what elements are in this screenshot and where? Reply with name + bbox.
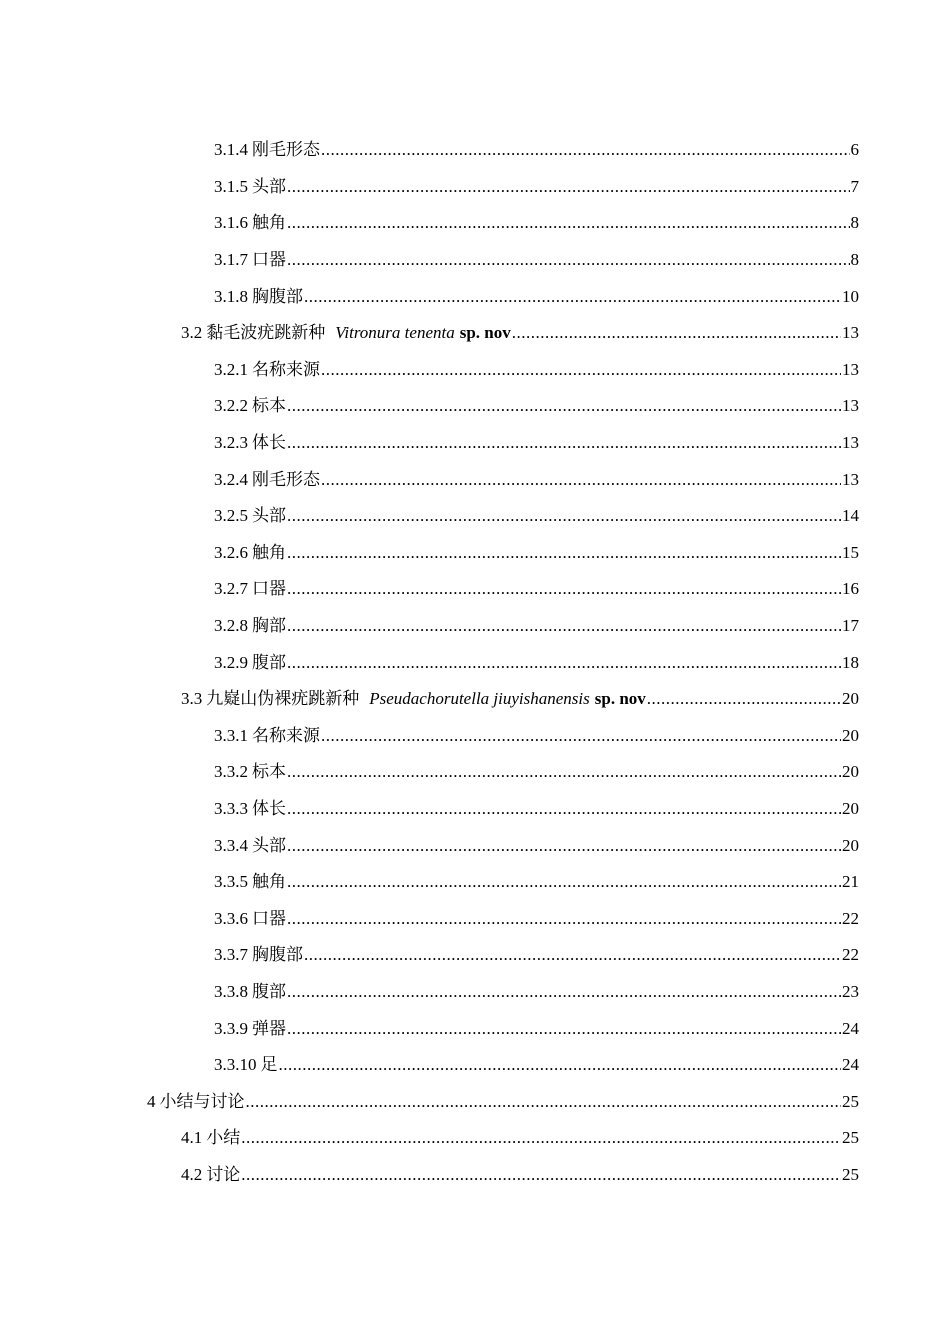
dot-leader — [287, 396, 841, 416]
toc-entry-page-number: 20 — [842, 798, 859, 818]
toc-entry[interactable] — [0, 388, 950, 425]
toc-entry[interactable] — [0, 900, 950, 937]
toc-entry-title: 刚毛形态 — [252, 469, 320, 489]
dot-leader — [321, 360, 841, 380]
dot-leader — [287, 250, 850, 270]
toc-entry[interactable] — [0, 1047, 950, 1084]
toc-entry[interactable] — [0, 681, 950, 718]
toc-entry-number: 3.1.5 — [214, 176, 248, 196]
toc-entry-page-number: 14 — [842, 506, 859, 526]
toc-entry-title: 头部 — [252, 176, 286, 196]
toc-entry-line — [214, 470, 859, 490]
toc-entry[interactable] — [0, 242, 950, 279]
toc-entry-line — [214, 836, 859, 856]
toc-entry[interactable] — [0, 498, 950, 535]
toc-entry-title: 腹部 — [252, 981, 286, 1001]
toc-entry-page-number: 17 — [842, 616, 859, 636]
toc-entry[interactable] — [0, 754, 950, 791]
toc-entry-page-number: 22 — [842, 945, 859, 965]
toc-entry-line — [214, 579, 859, 599]
toc-entry-page-number: 21 — [842, 872, 859, 892]
toc-entry-title: 小结 — [206, 1128, 241, 1148]
toc-entry-page-number: 24 — [842, 1055, 859, 1075]
dot-leader — [287, 982, 841, 1002]
dot-leader — [287, 616, 841, 636]
toc-entry-line — [214, 799, 859, 819]
toc-entry[interactable] — [0, 571, 950, 608]
toc-entry-line — [214, 1055, 859, 1075]
toc-entry-title: 名称来源 — [252, 725, 320, 745]
toc-entry[interactable] — [0, 864, 950, 901]
dot-leader — [287, 433, 841, 453]
toc-entry-page-number: 13 — [842, 396, 859, 416]
toc-entry-number: 3.1.8 — [214, 286, 248, 306]
dot-leader — [287, 543, 841, 563]
toc-entry-title: 九嶷山伪裸疣跳新种 — [206, 689, 360, 709]
toc-entry-number: 3.1.7 — [214, 250, 248, 270]
toc-entry-page-number: 20 — [842, 725, 859, 745]
dot-leader — [287, 799, 841, 819]
toc-entry-number: 3.3.7 — [214, 945, 248, 965]
toc-entry[interactable] — [0, 205, 950, 242]
toc-entry-title: 口器 — [252, 579, 286, 599]
dot-leader — [321, 470, 841, 490]
toc-entry-title: 胸腹部 — [252, 286, 303, 306]
toc-entry-line — [214, 762, 859, 782]
toc-entry-page-number: 10 — [842, 286, 859, 306]
toc-entry-page-number: 18 — [842, 652, 859, 672]
toc-entry-line — [214, 945, 859, 965]
toc-entry-scientific-name: Vitronura tenenta — [335, 323, 455, 343]
toc-entry-number: 3.3.9 — [214, 1018, 248, 1038]
toc-entry[interactable] — [0, 1010, 950, 1047]
toc-entry[interactable] — [0, 827, 950, 864]
toc-entry-title: 体长 — [252, 798, 286, 818]
toc-entry-line — [181, 1165, 859, 1185]
dot-leader — [287, 872, 841, 892]
toc-entry-line — [214, 726, 859, 746]
toc-entry-title: 标本 — [252, 396, 286, 416]
toc-entry-line — [181, 1128, 859, 1148]
toc-entry-number: 3.3.3 — [214, 798, 248, 818]
toc-entry-scientific-name: Pseudachorutella jiuyishanensis — [369, 689, 590, 709]
toc-entry-line — [214, 909, 859, 929]
toc-entry-number: 3.1.4 — [214, 140, 248, 160]
toc-entry-line — [214, 287, 859, 307]
toc-entry-page-number: 20 — [842, 835, 859, 855]
dot-leader — [287, 579, 841, 599]
toc-entry[interactable] — [0, 132, 950, 169]
toc-entry-line — [214, 360, 859, 380]
toc-entry-line — [147, 1092, 859, 1112]
toc-entry-number: 3.3.5 — [214, 872, 248, 892]
toc-entry-number: 4.2 — [181, 1164, 203, 1184]
toc-entry-number: 3.2.9 — [214, 652, 248, 672]
dot-leader — [246, 1092, 842, 1112]
toc-entry-title: 足 — [260, 1055, 278, 1075]
toc-entry-number: 3.2.1 — [214, 359, 248, 379]
toc-entry-title: 刚毛形态 — [252, 140, 320, 160]
dot-leader — [287, 653, 841, 673]
toc-entry-number: 3.3 — [181, 689, 203, 709]
toc-entry[interactable] — [0, 425, 950, 462]
dot-leader — [287, 177, 850, 197]
toc-entry-number: 3.2.2 — [214, 396, 248, 416]
toc-entry-page-number: 24 — [842, 1018, 859, 1038]
toc-entry-line — [214, 543, 859, 563]
toc-entry-number: 3.3.1 — [214, 725, 248, 745]
toc-entry-line — [214, 140, 859, 160]
toc-entry-page-number: 13 — [842, 469, 859, 489]
toc-entry-page-number: 25 — [842, 1128, 859, 1148]
toc-entry-title: 口器 — [252, 908, 286, 928]
toc-entry-number: 3.2.5 — [214, 506, 248, 526]
toc-entry[interactable] — [0, 1157, 950, 1194]
toc-entry-title: 讨论 — [206, 1164, 241, 1184]
dot-leader — [304, 287, 841, 307]
toc-entry-line — [214, 1019, 859, 1039]
toc-entry-number: 4.1 — [181, 1128, 203, 1148]
toc-entry-title: 胸腹部 — [252, 945, 303, 965]
toc-entry-page-number: 6 — [850, 140, 859, 160]
toc-entry-line — [214, 433, 859, 453]
toc-entry[interactable] — [0, 644, 950, 681]
toc-entry-title: 口器 — [252, 250, 286, 270]
toc-entry[interactable] — [0, 1120, 950, 1157]
toc-entry-title: 小结与讨论 — [159, 1091, 245, 1111]
toc-entry-species-note: sp. nov — [594, 689, 646, 709]
toc-entry-title: 标本 — [252, 762, 286, 782]
dot-leader — [279, 1055, 842, 1075]
toc-entry-title: 触角 — [252, 872, 286, 892]
toc-entry-number: 3.3.4 — [214, 835, 248, 855]
dot-leader — [241, 1165, 841, 1185]
toc-entry[interactable] — [0, 718, 950, 755]
toc-entry-line — [214, 177, 859, 197]
toc-entry-title: 头部 — [252, 506, 286, 526]
toc-entry[interactable] — [0, 974, 950, 1011]
dot-leader — [287, 506, 841, 526]
toc-entry-page-number: 8 — [850, 213, 859, 233]
toc-entry-title: 名称来源 — [252, 359, 320, 379]
toc-entry[interactable] — [0, 791, 950, 828]
toc-entry-page-number: 23 — [842, 981, 859, 1001]
toc-entry-species-note: sp. nov — [459, 323, 511, 343]
toc-entry-number: 3.3.6 — [214, 908, 248, 928]
toc-entry-line — [214, 872, 859, 892]
toc-entry-page-number: 8 — [850, 250, 859, 270]
dot-leader — [512, 323, 841, 343]
dot-leader — [304, 945, 841, 965]
toc-entry-line — [181, 689, 859, 709]
dot-leader — [287, 213, 850, 233]
toc-entry-number: 3.3.10 — [214, 1055, 257, 1075]
toc-entry-title: 体长 — [252, 433, 286, 453]
toc-entry-number: 3.3.8 — [214, 981, 248, 1001]
toc-entry[interactable] — [0, 461, 950, 498]
dot-leader — [647, 689, 841, 709]
toc-entry-line — [214, 616, 859, 636]
toc-entry-line — [181, 323, 859, 343]
toc-entry-title: 黏毛波疣跳新种 — [206, 323, 326, 343]
toc-entry-page-number: 20 — [842, 762, 859, 782]
toc-entry-page-number: 16 — [842, 579, 859, 599]
table-of-contents — [0, 132, 950, 1193]
toc-entry-page-number: 7 — [850, 176, 859, 196]
toc-entry-line — [214, 506, 859, 526]
toc-entry-line — [214, 982, 859, 1002]
toc-entry-page-number: 25 — [842, 1164, 859, 1184]
toc-entry[interactable] — [0, 937, 950, 974]
toc-entry-page-number: 15 — [842, 542, 859, 562]
toc-entry-number: 3.2.3 — [214, 433, 248, 453]
dot-leader — [321, 726, 841, 746]
toc-entry-title: 头部 — [252, 835, 286, 855]
toc-entry[interactable] — [0, 278, 950, 315]
toc-entry-page-number: 13 — [842, 359, 859, 379]
dot-leader — [287, 836, 841, 856]
toc-entry-number: 3.2.6 — [214, 542, 248, 562]
toc-entry-number: 3.2 — [181, 323, 203, 343]
toc-entry-line — [214, 396, 859, 416]
toc-entry-line — [214, 213, 859, 233]
dot-leader — [321, 140, 850, 160]
toc-entry-page-number: 13 — [842, 323, 859, 343]
toc-entry-page-number: 20 — [842, 689, 859, 709]
toc-entry[interactable] — [0, 1083, 950, 1120]
toc-entry[interactable] — [0, 352, 950, 389]
toc-entry-title: 腹部 — [252, 652, 286, 672]
toc-entry-number: 3.2.7 — [214, 579, 248, 599]
toc-entry-page-number: 13 — [842, 433, 859, 453]
toc-entry-number: 3.2.4 — [214, 469, 248, 489]
toc-entry-number: 4 — [147, 1091, 156, 1111]
toc-entry-title: 胸部 — [252, 616, 286, 636]
toc-entry-page-number: 25 — [842, 1091, 859, 1111]
toc-entry-title: 触角 — [252, 542, 286, 562]
dot-leader — [287, 762, 841, 782]
toc-entry-line — [214, 653, 859, 673]
dot-leader — [287, 909, 841, 929]
toc-entry-number: 3.2.8 — [214, 616, 248, 636]
toc-entry-line — [214, 250, 859, 270]
toc-entry[interactable] — [0, 608, 950, 645]
toc-entry-title: 触角 — [252, 213, 286, 233]
toc-entry-page-number: 22 — [842, 908, 859, 928]
dot-leader — [241, 1128, 841, 1148]
toc-entry-title: 弹器 — [252, 1018, 286, 1038]
toc-entry[interactable] — [0, 169, 950, 206]
toc-entry-number: 3.3.2 — [214, 762, 248, 782]
dot-leader — [287, 1019, 841, 1039]
toc-entry[interactable] — [0, 315, 950, 352]
toc-entry[interactable] — [0, 535, 950, 572]
toc-entry-number: 3.1.6 — [214, 213, 248, 233]
